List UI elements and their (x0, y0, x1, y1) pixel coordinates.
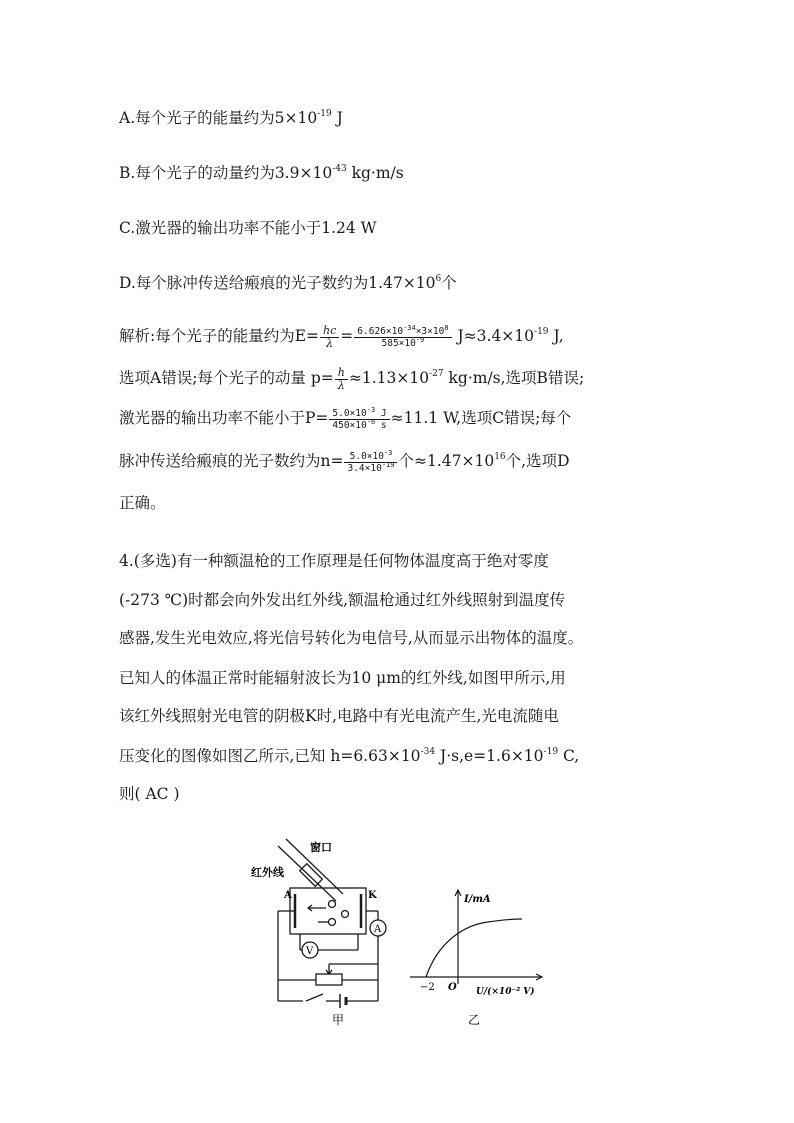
fraction-power: $\frac{5.0\times 10^{-3} J}{450\times 10^{-6} s}$ (329, 408, 389, 431)
fraction-photon-count: $\frac{5.0\times 10^{-3}}{3.4\times 10^{-19}}$ (344, 451, 397, 474)
fraction-h-over-lambda: $\frac{h}{\lambda}$ (335, 367, 348, 392)
solution-line-4: 脉冲传送给瘢痕的光子数约为n= $\frac{5.0\times 10^{-3}}{3.4\times 10^{-19}}$ 个$\approx 1.47\times 10^{16}$个,选项D (119, 448, 570, 474)
iu-graph (404, 880, 554, 1026)
circuit-diagram (248, 836, 398, 1026)
photocurrent-curve (426, 919, 522, 977)
q4-line-6: 压变化的图像如图乙所示,已知 $h=6.63\times 10^{-34}$ $J\cdot s,e=1.6\times 10^{-19}$ C, (119, 747, 580, 765)
solution-line-5: 正确。 (119, 494, 166, 512)
y-axis-label: I/mA (464, 894, 491, 905)
solution-line-3: 激光器的输出功率不能小于P= $\frac{5.0\times 10^{-3} J}{450\times 10^{-6} s}$ ≈11.1 W,选项C错误;每个 (119, 405, 572, 431)
x-axis-label: U/(×10⁻² V) (476, 987, 535, 997)
fraction-hc-over-lambda: $\frac{hc}{\lambda}$ (320, 325, 339, 350)
switch (306, 994, 323, 1001)
origin-label: O (448, 982, 457, 993)
q4-line-3: 感器,发生光电效应,将光信号转化为电信号,从而显示出物体的温度。 (119, 629, 584, 647)
voltmeter-label: V (306, 946, 314, 957)
label-a: A (284, 890, 292, 901)
fraction-energy: $\frac{6.626\times 10^{-34}\times 3\times 10^8}{585\times 10^{-9}}$ (354, 326, 451, 349)
option-d: D.每个脉冲传送给瘢痕的光子数约为$1.47\times 10^6$个 (119, 274, 457, 292)
window-slab (300, 864, 323, 887)
q4-line-2: (-273 ℃)时都会向外发出红外线,额温枪通过红外线照射到温度传 (119, 591, 566, 609)
phototube (290, 888, 366, 934)
q4-line-4: 已知人的体温正常时能辐射波长为10 μm的红外线,如图甲所示,用 (119, 669, 566, 687)
option-a: A.每个光子的能量约为$5\times 10^{-19}$ J (119, 109, 343, 127)
q4-line-7: 则( AC ) (119, 785, 180, 803)
window-label: 窗口 (310, 841, 332, 854)
q4-line-1: 4.(多选)有一种额温枪的工作原理是任何物体温度高于绝对零度 (119, 552, 549, 570)
label-k: K (368, 890, 377, 901)
solution-line-1: 解析:每个光子的能量约为E= $\frac{hc}{\lambda}$ = $\frac{6.626\times 10^{-34}\times 3\times 10^8}{585\times 10^{-9}}$ $J\approx 3.4\times 10^{-19}$ J, (119, 323, 564, 350)
solution-line-2: 选项A错误;每个光子的动量 p= $\frac{h}{\lambda}$ $\approx 1.13\times 10^{-27}$ kg·m/s,选项B错误; (119, 365, 585, 392)
ammeter-label: A (374, 924, 382, 935)
option-b: B.每个光子的动量约为$3.9\times 10^{-43}$ kg·m/s (119, 164, 404, 182)
ir-label: 红外线 (251, 866, 284, 879)
rheostat (316, 974, 342, 985)
x-tick-label: −2 (420, 982, 435, 993)
option-c: C.激光器的输出功率不能小于1.24 W (119, 219, 377, 237)
caption-jia: 甲 (332, 1013, 345, 1026)
q4-line-5: 该红外线照射光电管的阴极K时,电路中有光电流产生,光电流随电 (119, 707, 559, 725)
caption-yi: 乙 (468, 1013, 481, 1026)
